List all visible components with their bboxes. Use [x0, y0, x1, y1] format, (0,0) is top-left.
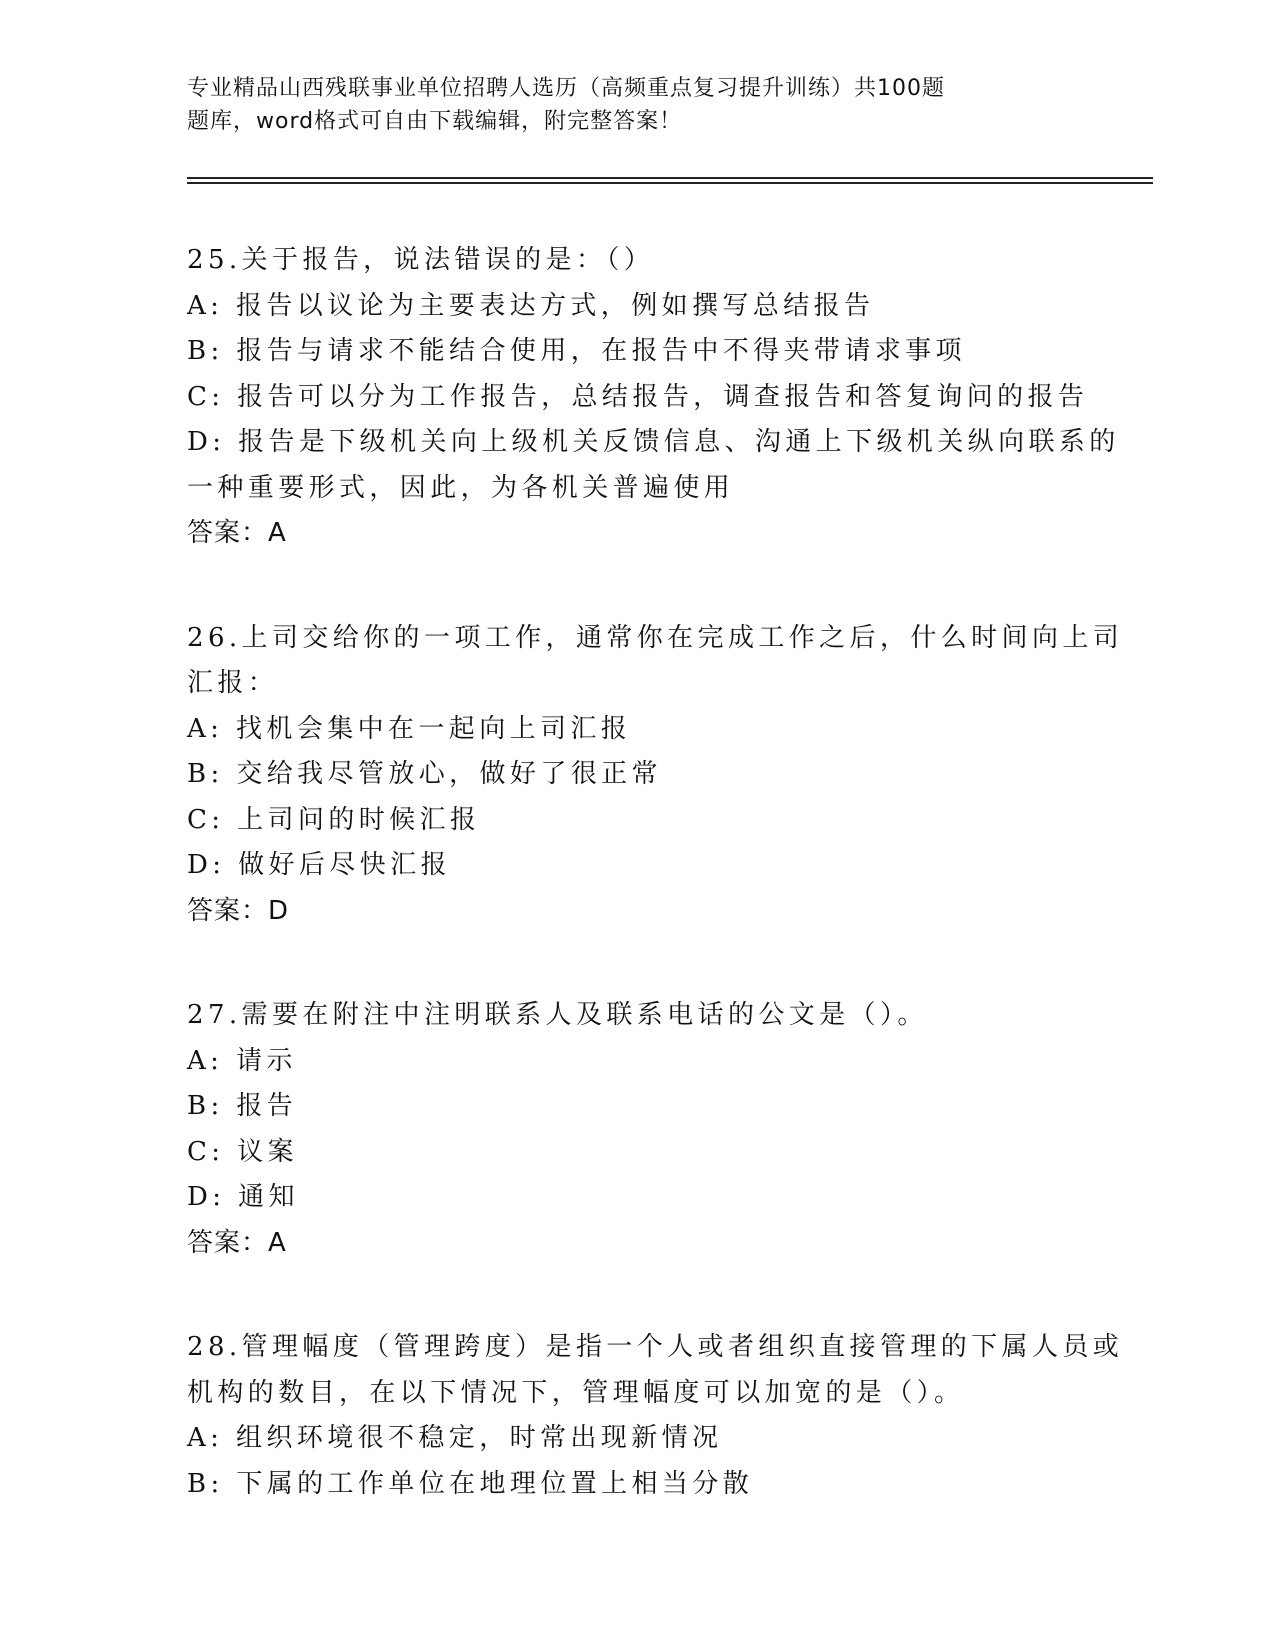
question-stem: 25.关于报告，说法错误的是：（） [187, 245, 655, 275]
answer-option: B: 交给我尽管放心，做好了很正常 [187, 759, 662, 789]
answer-option: A: 报告以议论为主要表达方式，例如撰写总结报告 [187, 290, 875, 321]
answer-option: B: 下属的工作单位在地理位置上相当分散 [187, 1468, 754, 1499]
header-line-1: 专业精品山西残联事业单位招聘人选历（高频重点复习提升训练）共100题 [187, 76, 945, 101]
answer-option: 一种重要形式，因此，为各机关普遍使用 [187, 472, 735, 503]
question-stem: 26.上司交给你的一项工作，通常你在完成工作之后，什么时间向上司 [187, 622, 1124, 653]
question-block [187, 1325, 1124, 1507]
answer-option: C: 议案 [187, 1136, 298, 1167]
question-block [187, 993, 1087, 1266]
question-stem: 汇报： [187, 668, 279, 698]
header-line-2: 题库，word格式可自由下载编辑，附完整答案！ [187, 109, 683, 134]
answer-option: C: 上司问的时候汇报 [187, 804, 481, 835]
question-stem: 27.需要在附注中注明联系人及联系电话的公文是（）。 [187, 1000, 928, 1030]
question-block [187, 238, 1120, 557]
answer-option: B: 报告 [187, 1091, 298, 1121]
question-block [187, 616, 1124, 935]
answer-key: 答案：A [187, 1227, 287, 1258]
question-stem: 机构的数目，在以下情况下，管理幅度可以加宽的是（）。 [187, 1377, 965, 1408]
header-divider-bottom [187, 182, 1153, 184]
document-header [187, 72, 1027, 138]
answer-option: D: 做好后尽快汇报 [187, 850, 451, 880]
answer-key: 答案：D [187, 895, 290, 926]
answer-option: D: 报告是下级机关向上级机关反馈信息、沟通上下级机关纵向联系的 [187, 427, 1120, 457]
answer-option: A: 组织环境很不稳定，时常出现新情况 [187, 1423, 723, 1453]
question-stem: 28.管理幅度（管理跨度）是指一个人或者组织直接管理的下属人员或 [187, 1332, 1124, 1362]
question-list [187, 238, 1124, 1566]
answer-option: A: 请示 [187, 1045, 297, 1076]
answer-key: 答案：A [187, 518, 287, 548]
answer-option: D: 通知 [187, 1182, 299, 1212]
answer-option: C: 报告可以分为工作报告，总结报告，调查报告和答复询问的报告 [187, 381, 1089, 412]
answer-option: A: 找机会集中在一起向上司汇报 [187, 713, 632, 744]
answer-option: B: 报告与请求不能结合使用，在报告中不得夹带请求事项 [187, 336, 966, 366]
header-divider-top [187, 177, 1153, 179]
